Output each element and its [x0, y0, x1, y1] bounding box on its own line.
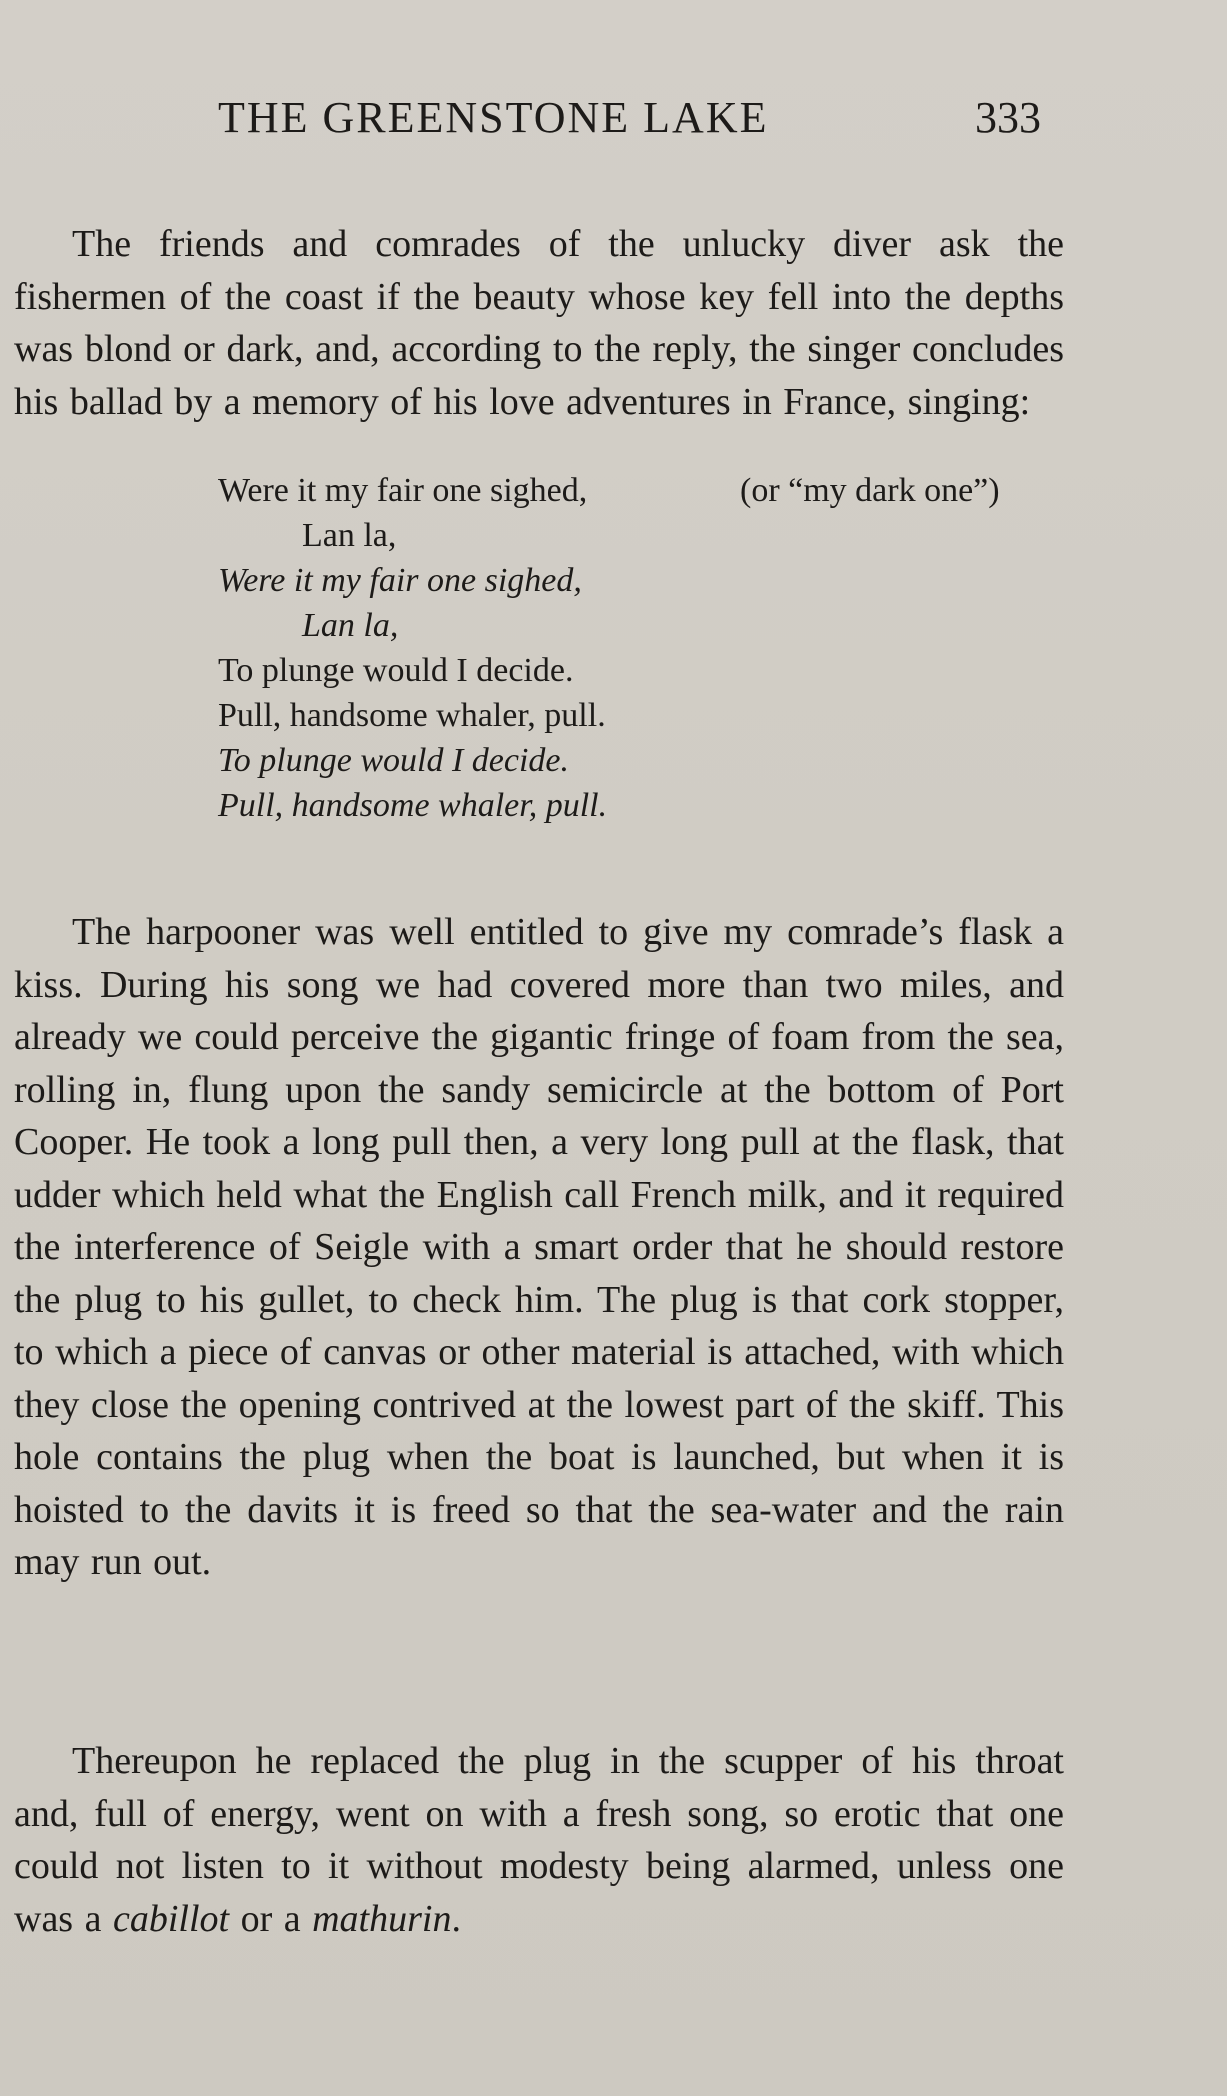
page-number: 333 [975, 93, 1041, 142]
paragraph-3-connector: or a [240, 1897, 301, 1940]
page-header [0, 92, 1227, 152]
verse-line-4: Lan la, [302, 607, 399, 644]
verse-note: (or “my dark one”) [740, 472, 1000, 509]
term-cabillot: cabillot [112, 1897, 230, 1940]
verse-line-3: Were it my fair one sighed, [218, 562, 582, 599]
verse-block [218, 468, 1058, 828]
paragraph-3-text: Thereupon he replaced the plug in the scupper of his throat and, full of energy, went on with a fresh song, so erotic that one could not listen to it without modesty being alarmed, unless one was a [14, 1740, 1064, 1940]
verse-line-6: Pull, handsome whaler, pull. [218, 697, 606, 734]
paragraph-3-end: . [451, 1897, 461, 1940]
verse-line-5: To plunge would I decide. [218, 652, 574, 689]
running-title: THE GREENSTONE LAKE [218, 93, 769, 142]
verse-line-1 [218, 468, 1058, 513]
verse-line-7: To plunge would I decide. [218, 742, 569, 779]
term-mathurin: mathurin [312, 1897, 452, 1940]
paragraph-2: The harpooner was well entitled to give my comrade’s flask a kiss. During his song we had covered more than two miles, and already we could perceive the gigantic fringe of foam from the sea, rolling in, flung upon the sandy semicircle at the bottom of Port Cooper. He took a long pull then, a very long pull at the flask, that udder which held what the English call French milk, and it required the interference of Seigle with a smart order that he should restore the plug to his gullet, to check him. The plug is that cork stopper, to which a piece of canvas or other material is attached, with which they close the opening contrived at the lowest part of the skiff. This hole contains the plug when the boat is launched, but when it is hoisted to the davits it is freed so that the sea-water and the rain may run out. [14, 911, 1064, 1583]
paragraph-3 [14, 1735, 1064, 1945]
verse-line-1-text: Were it my fair one sighed, [218, 472, 588, 509]
verse-line-8: Pull, handsome whaler, pull. [218, 787, 608, 824]
paragraph-1: The friends and comrades of the unlucky diver ask the fishermen of the coast if the beauty whose key fell into the depths was blond or dark, and, according to the reply, the singer concludes his ballad by a memory of his love adventures in France, singing: [14, 223, 1064, 423]
verse-line-2: Lan la, [302, 517, 397, 554]
